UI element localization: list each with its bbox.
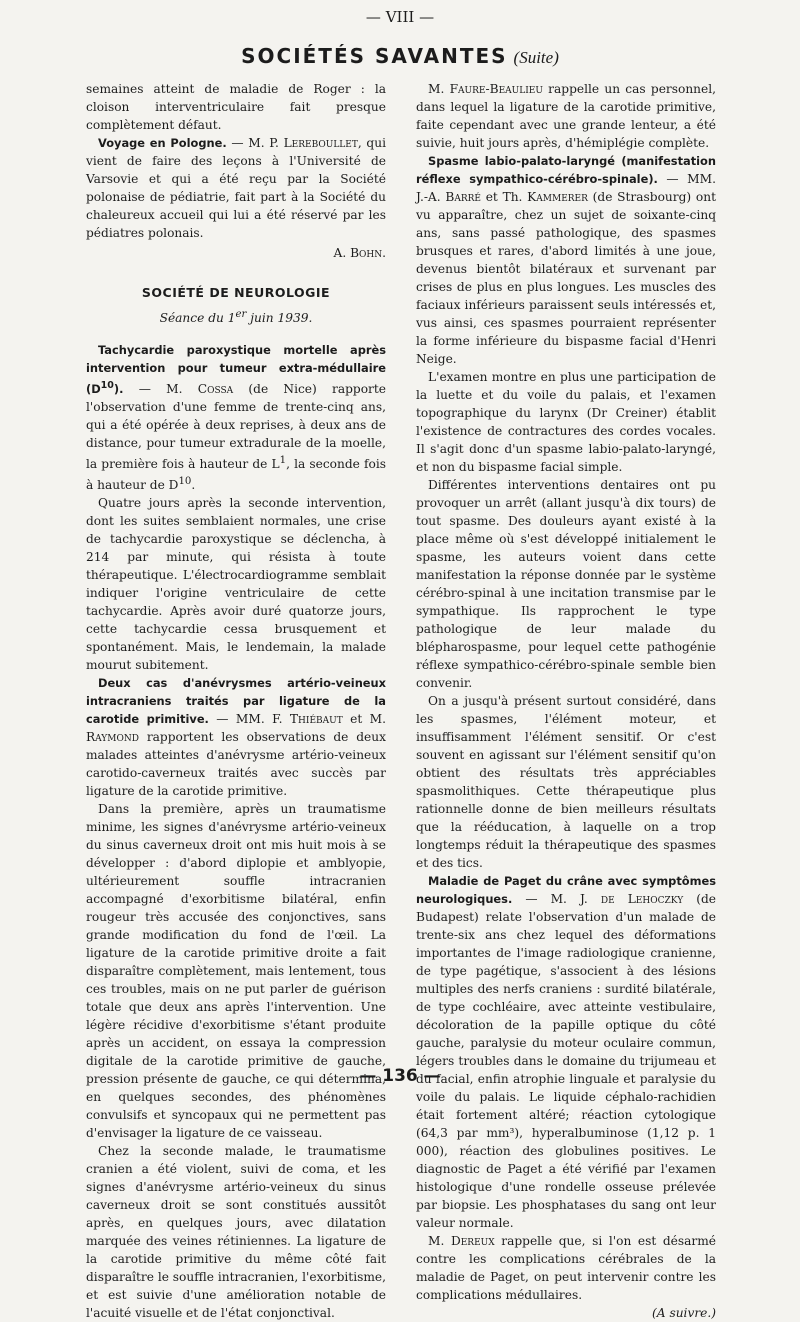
tachy-title: Tachycardie paroxystique mortelle après intervention pour tumeur extra-médullaire $(D^{10})$. bbox=[86, 343, 386, 396]
roman-page-number: — VIII — bbox=[365, 8, 435, 26]
signature: A. Bohn. bbox=[333, 246, 386, 260]
voyage-title: Voyage en Pologne. bbox=[98, 136, 227, 150]
left-column bbox=[86, 80, 386, 1322]
paragraph-spasme: Spasme labio-palato-laryngé (manifestation réflexe sympathico-cérébro-spinale). — MM. J.-A. Barré et Th. Kammerer (de Strasbourg) ont vu apparaître, chez un sujet de soixante-cinq ans, sans passé pathologique, des spasmes brusques et rares, d'abord limités à une joue, devenus bientôt bilatéraux et survenant par crises de plus en plus longues. Les muscles des faciaux inférieurs paraissent seuls intéressés et, vus ainsi, ces spasmes pourraient représenter la forme inférieure du bispasme facial d'Henri Neige. bbox=[416, 154, 716, 366]
tachy-author: Cossa bbox=[197, 381, 234, 396]
paragraph-paget: Maladie de Paget du crâne avec symptômes neurologiques. — M. J. de Lehoczky (de Budapest) relate l'observation d'un malade de trente-six ans chez lequel des déformations importantes de l'image radiologique cranienne, de type pagétique, s'associent à des lésions multiples des nerfs craniens : surdité bilatérale, de type cochléaire, avec atteinte vestibulaire, décoloration de la papille optique du côté gauche, paralysie du moteur oculaire commun, légers troubles dans le domaine du trijumeau et du facial, enfin atrophie linguale et paralysie du voile du palais. Le liquide céphalo-rachidien était fortement altéré; réaction cytologique (64,3 par mm³), hyperalbuminose (1,12 p. 1 000), réaction des globulines positives. Le diagnostic de Paget a été vérifié par l'examen histologique d'une rondelle osseuse prélevée par biopsie. Les phosphatases du sang ont leur valeur normale. bbox=[416, 874, 716, 1230]
anev-author-2: Raymond bbox=[86, 729, 139, 744]
paragraph-premiere: Dans la première, après un traumatisme minime, les signes d'anévrysme artério-veineux du sinus caverneux droit ont mis huit mois à se développer : d'abord diplopie et amblyopie, ultérieurement souffle intracranien accompagné d'exorbitisme bilatéral, enfin rougeur très accusée des conjonctives, sans grande modification du fond de l'œil. La ligature de la carotide primitive droite a fait disparaître complètement, mais lentement, tous ces troubles, mais on ne put parler de guérison totale que deux ans après l'intervention. Une légère récidive d'exorbitisme s'étant produite après un accident, on essaya la compression digitale de la carotide primitive de gauche, pression présente de gauche, ce qui détermina, en quelques secondes, des phénomènes convulsifs et syncopaux qui ne permettent pas d'envisager la ligature de ce vaisseau. bbox=[86, 801, 386, 1140]
paragraph-on-a-jusqu: On a jusqu'à présent surtout considéré, dans les spasmes, l'élément moteur, et insuffisamment l'élément sensitif. Or c'est souvent en agissant sur l'élément sensitif qu'on obtient des résultats très appréciables spasmolithiques. Cette thérapeutique plus rationnelle donne de bien meilleurs résultats que la rééducation, à laquelle on a trop longtemps réduit la thérapeutique des spasmes et des tics. bbox=[416, 694, 716, 870]
paragraph-dereux: M. Dereux rappelle que, si l'on est désarmé contre les complications cérébrales de la maladie de Paget, on peut intervenir contre les complications médullaires. bbox=[416, 1234, 716, 1302]
paget-author: de Lehoczky bbox=[600, 892, 684, 906]
heading-title: SOCIÉTÉS SAVANTES bbox=[241, 44, 508, 68]
heading-suite: (Suite) bbox=[513, 48, 559, 67]
section-title: SOCIÉTÉ DE NEUROLOGIE bbox=[141, 285, 331, 300]
paragraph-faure: M. Faure-Beaulieu rappelle un cas personnel, dans lequel la ligature de la carotide primitive, faite cependant avec une grande lenteur, a été suivie, huit jours après, d'hémiplégie complète. bbox=[416, 82, 717, 150]
paragraph-seconde: Chez la seconde malade, le traumatisme cranien a été violent, suivi de coma, et les signes d'anévrysme artério-veineux du sinus caverneux droit se sont constitués aussitôt après, en quelques jours, avec dilatation marquée des veines rétiniennes. La ligature de la carotide primitive du même côté fait disparaître le souffle intracranien, l'exorbitisme, et est suivie d'une amélioration notable de l'acuité visuelle et de l'état conjonctival. bbox=[86, 1143, 386, 1320]
a-suivre: (A suivre.) bbox=[652, 1306, 716, 1320]
voyage-author: Lereboullet, bbox=[283, 136, 362, 150]
seance-date: Séance du 1er juin 1939. bbox=[159, 309, 313, 326]
right-column bbox=[416, 80, 716, 1322]
page-heading bbox=[0, 44, 800, 68]
paragraph-roger: semaines atteint de maladie de Roger : la cloison interventriculaire fait presque complètement défaut. bbox=[86, 82, 386, 132]
paragraph-voyage: Voyage en Pologne. — M. P. Lereboullet, qui vient de faire des leçons à l'Université de Varsovie et qui a été reçu par la Société polonaise de pédiatrie, fait part à la Société du chaleureux accueil qui lui a été réservé par les pédiatres polonais. bbox=[86, 136, 386, 240]
spasme-author-1: Barré bbox=[445, 190, 481, 204]
paragraph-examen: L'examen montre en plus une participation de la luette et du voile du palais, et l'examen topographique du larynx (Dr Creiner) établit l'existence de contractures des cordes vocales. Il s'agit donc d'un spasme labio-palato-laryngé, et non du bispasme facial simple. bbox=[416, 370, 716, 474]
paget-title: Maladie de Paget du crâne avec symptômes neurologiques. bbox=[416, 874, 716, 906]
paragraph-interventions: Différentes interventions dentaires ont pu provoquer un arrêt (allant jusqu'à dix tours) de tout spasme. Des douleurs ayant existé à la place même où s'est développé initialement le spasme, les auteurs voient dans cette manifestation la réponse donnée par le système cérébro-spinal à une incitation transmise par le sympathique. Ils rapprochent le type pathologique de leur malade du blépharospasme, pour lequel cette pathogénie réflexe sympathico-cérébro-spinale semble bien convenir. bbox=[416, 478, 716, 690]
faure-author: M. Faure-Beaulieu bbox=[428, 82, 543, 96]
paragraph-tachycardie: Tachycardie paroxystique mortelle après intervention pour tumeur extra-médullaire $(D^{10})$. — M. Cossa (de Nice) rapporte l'observation d'une femme de trente-cinq ans, qui a été opérée à deux reprises, à deux ans de distance, pour tumeur extradurale de la moelle, la première fois à hauteur de $L^1$, la seconde fois à hauteur de $D^{10}$. bbox=[86, 343, 386, 492]
paragraph-quatre-jours: Quatre jours après la seconde intervention, dont les suites semblaient normales, une crise de tachycardie paroxystique se déclencha, à 214 par minute, qui résista à toute thérapeutique. L'électrocardiogramme semblait indiquer l'origine ventriculaire de cette tachycardie. Après avoir duré quatorze jours, cette tachycardie cessa brusquement et spontanément. Mais, le lendemain, la malade mourut subitement. bbox=[86, 495, 386, 672]
dereux-author: M. Dereux bbox=[428, 1234, 495, 1248]
spasme-author-2: Kammerer bbox=[527, 190, 588, 204]
spasme-title: Spasme labio-palato-laryngé (manifestation réflexe sympathico-cérébro-spinale). bbox=[416, 154, 716, 186]
page-folio: — 136 — bbox=[359, 1066, 441, 1086]
paragraph-anevrysmes: Deux cas d'anévrysmes artério-veineux intracraniens traités par ligature de la carotide primitive. — MM. F. Thiébaut et M. Raymond rapportent les observations de deux malades atteintes d'anévrysme artério-veineux carotido-caverneux traités avec succès par ligature de la carotide primitive. bbox=[86, 675, 386, 798]
anev-title: Deux cas d'anévrysmes artério-veineux intracraniens traités par ligature de la carotide primitive. bbox=[86, 675, 386, 726]
anev-author-1: Thiébaut bbox=[289, 711, 343, 726]
